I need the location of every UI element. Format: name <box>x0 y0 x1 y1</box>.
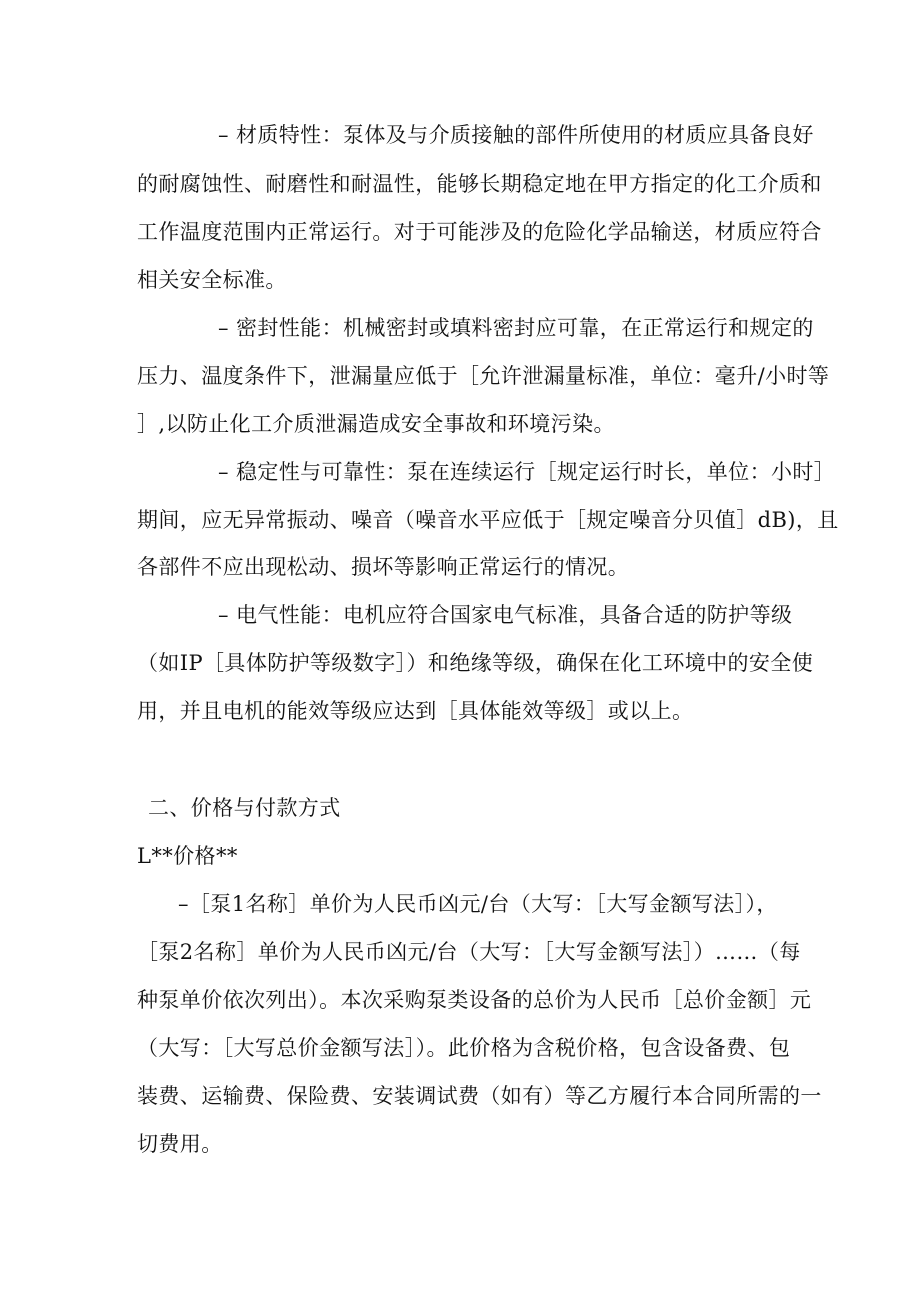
material-line-4: 相关安全标准。 <box>137 268 287 292</box>
price-line-2: ［泵2名称］单价为人民币凶元/台（大写：［大写金额写法］）……（每 <box>137 940 801 964</box>
sealing-line-1: – 密封性能：机械密封或填料密封应可靠，在正常运行和规定的 <box>218 316 814 340</box>
electrical-line-3: 用，并且电机的能效等级应达到［具体能效等级］或以上。 <box>137 699 694 723</box>
electrical-line-1: – 电气性能：电机应符合国家电气标准，具备合适的防护等级 <box>218 603 793 627</box>
section-heading: 二、价格与付款方式 <box>148 796 341 820</box>
price-line-3: 种泵单价依次列出）。本次采购泵类设备的总价为人民币［总价金额］元 <box>137 988 812 1012</box>
price-line-5: 装费、运输费、保险费、安装调试费（如有）等乙方履行本合同所需的一 <box>137 1084 822 1108</box>
stability-line-3: 各部件不应出现松动、损坏等影响正常运行的情况。 <box>137 555 630 579</box>
price-line-6: 切费用。 <box>137 1132 223 1156</box>
stability-line-2: 期间，应无异常振动、噪音（噪音水平应低于［规定噪音分贝值］dB)，且 <box>137 508 839 532</box>
sealing-line-3: ］,以防止化工介质泄漏造成安全事故和环境污染。 <box>137 412 615 436</box>
price-line-4: （大写：［大写总价金额写法］）。此价格为含税价格，包含设备费、包 <box>137 1036 791 1060</box>
sealing-line-2: 压力、温度条件下，泄漏量应低于［允许泄漏量标准，单位：毫升/小时等 <box>137 364 830 388</box>
material-line-3: 工作温度范围内正常运行。对于可能涉及的危险化学品输送，材质应符合 <box>137 220 822 244</box>
material-line-1: – 材质特性：泵体及与介质接触的部件所使用的材质应具备良好 <box>218 123 814 147</box>
price-line-1: –［泵1名称］单价为人民币凶元/台（大写：［大写金额写法］）， <box>178 892 778 916</box>
material-line-2: 的耐腐蚀性、耐磨性和耐温性，能够长期稳定地在甲方指定的化工介质和 <box>137 172 822 196</box>
electrical-line-2: （如IP［具体防护等级数字］）和绝缘等级，确保在化工环境中的安全使 <box>137 651 814 675</box>
price-subheading: L**价格** <box>137 844 238 868</box>
stability-line-1: – 稳定性与可靠性：泵在连续运行［规定运行时长，单位：小时］ <box>218 460 836 484</box>
